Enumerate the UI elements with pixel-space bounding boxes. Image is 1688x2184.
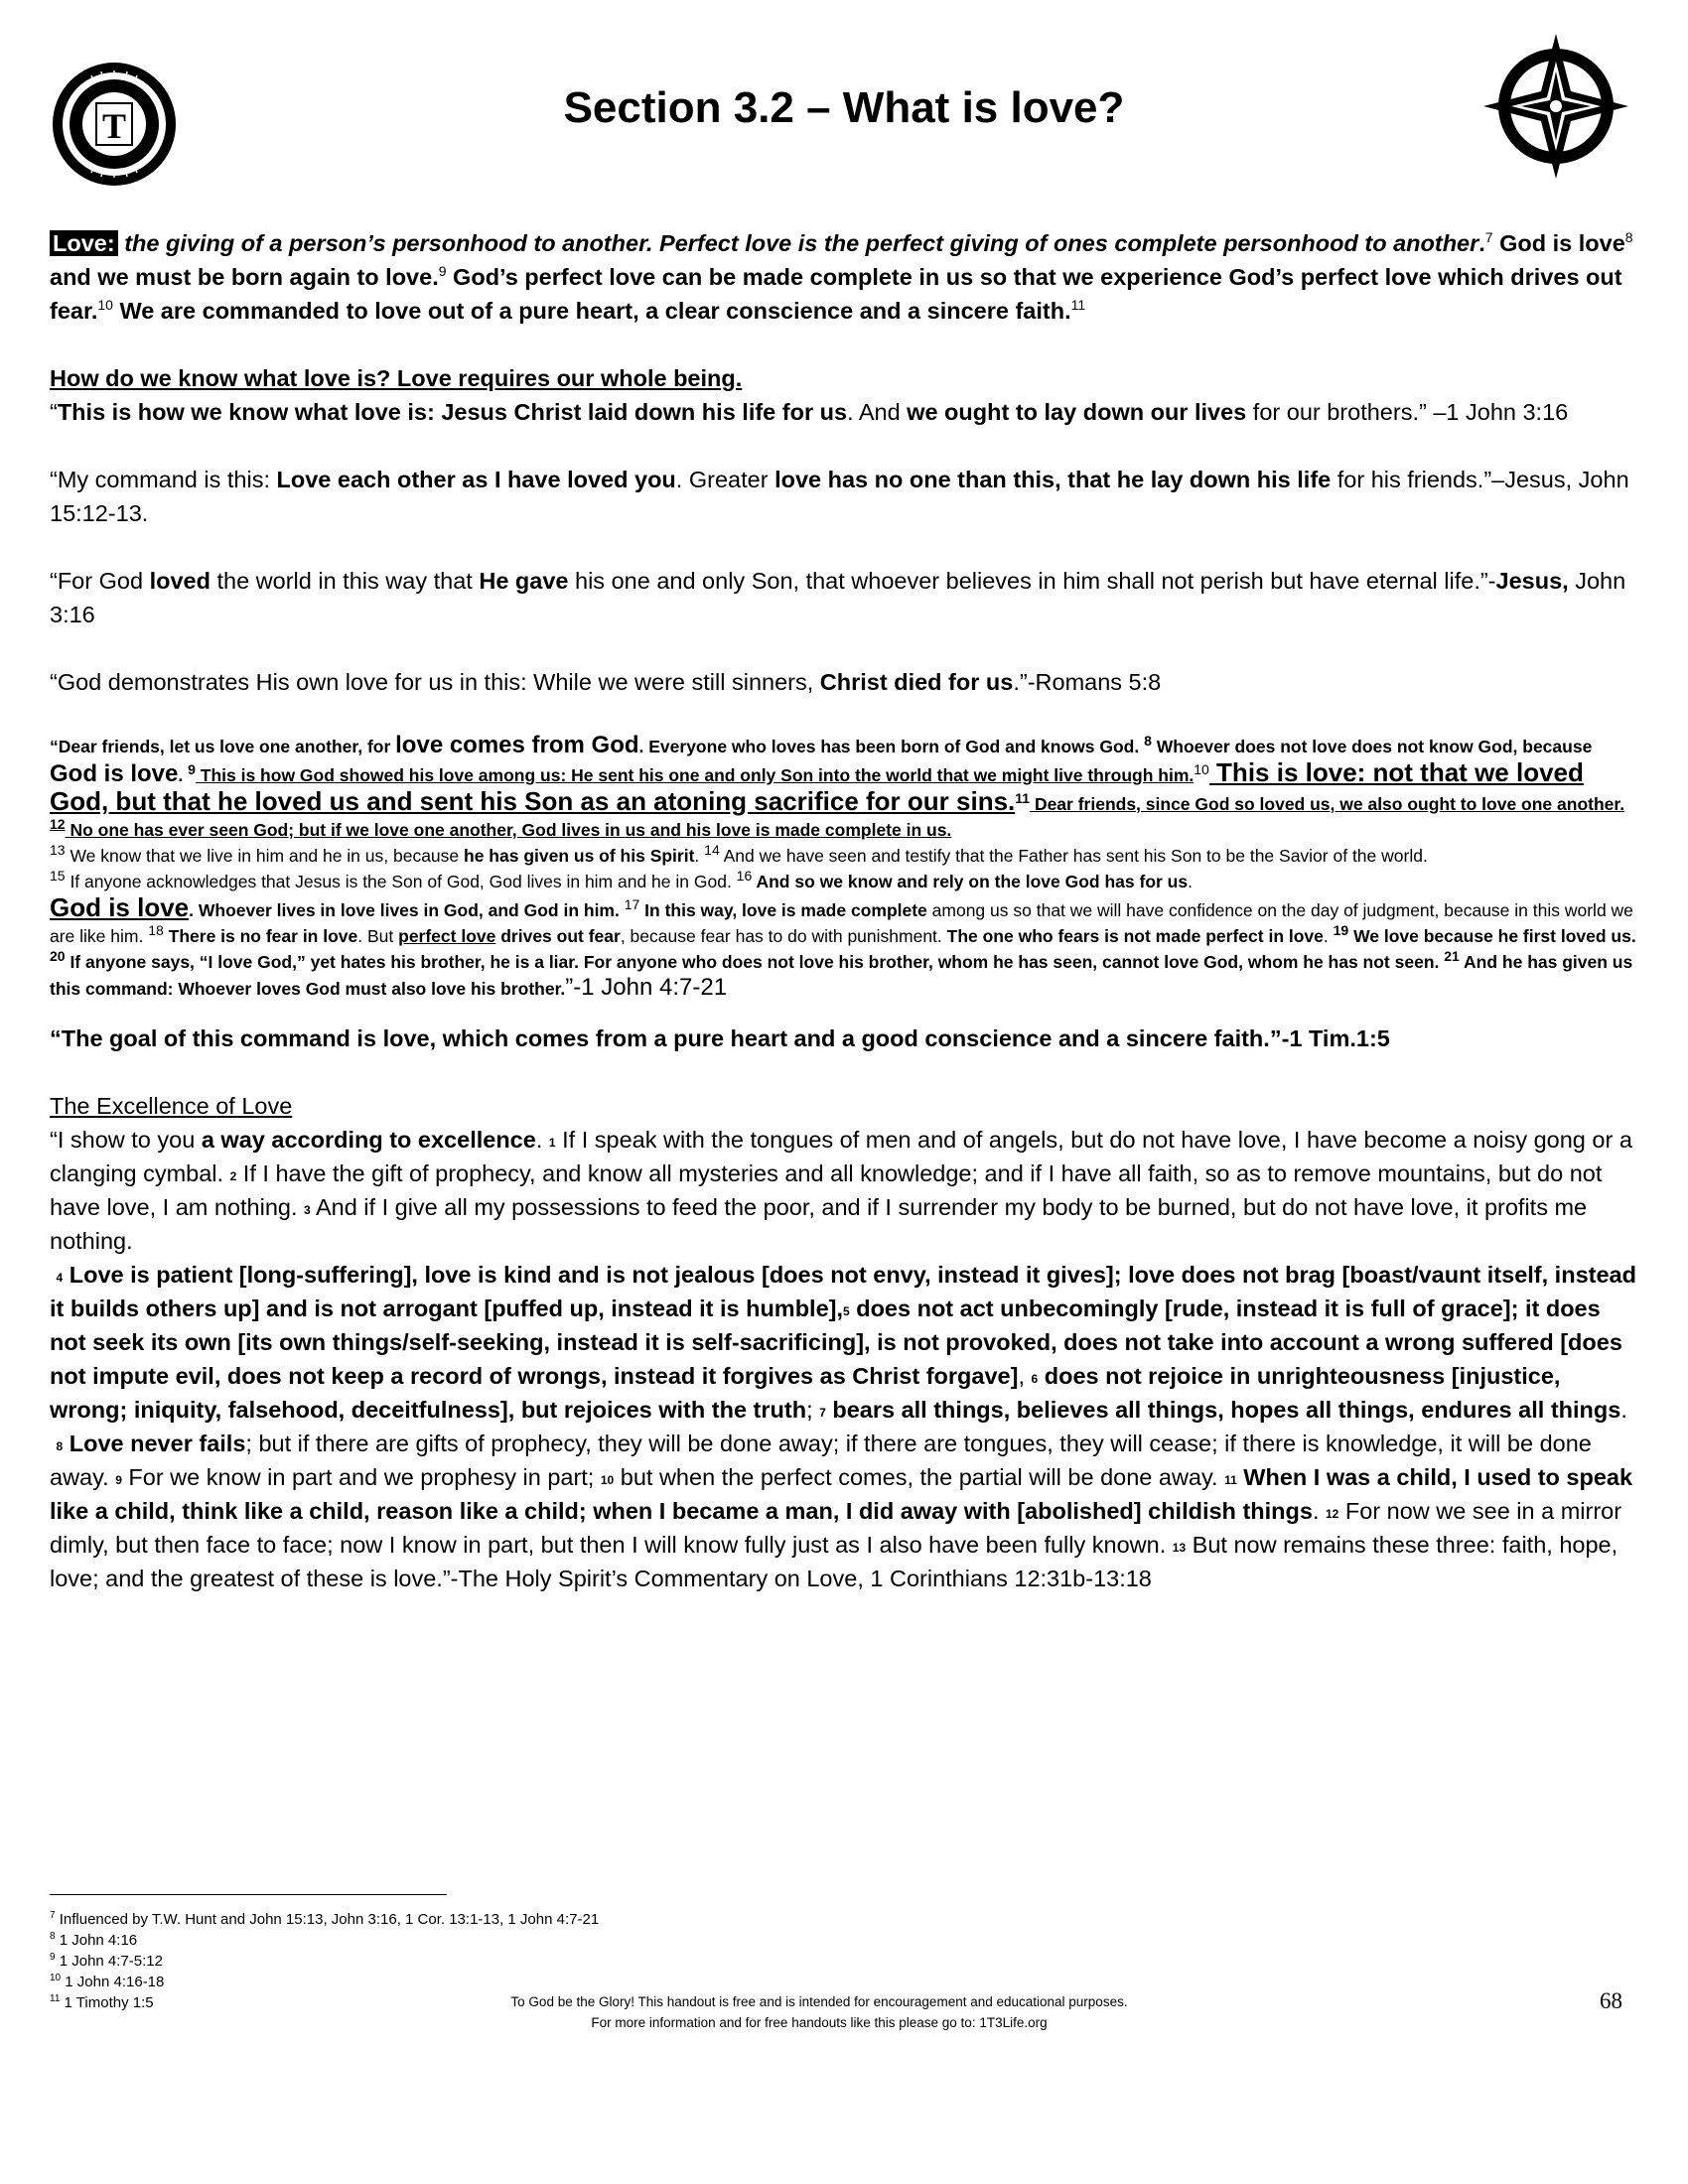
quote-1-john-3-16: “This is how we know what love is: Jesus Christ laid down his life for us. And we ought to lay down our lives for our brothers.” –1 John 3:16	[50, 399, 1569, 425]
excellence-paragraph-1: “I show to you a way according to excellence. $^1$ If I speak with the tongues of men and of angels, but do not have love, I have become a noisy gong or a clanging cymbal. $^2$ If I have the gift of prophecy, and know all mysteries and all knowledge; and if I have all faith, so as to remove mountains, but do not have love, I am nothing. $^3$ And if I give all my possessions to feed the poor, and if I surrender my body to be burned, but do not have love, it profits me nothing.	[50, 1127, 1632, 1254]
footnote-divider	[50, 1894, 447, 1895]
quote-john-15: “My command is this: Love each other as I have loved you. Greater love has no one than this, that he lay down his life for his friends.”–Jesus, John 15:12-13.	[50, 467, 1629, 526]
love-definition: Love: the giving of a person’s personhood to another. Perfect love is the perfect giving of ones complete personhood to another.$^7$ God is love$^8$ and we must be born again to love.$^9$ God’s perfect love can be made complete in us so that we experience God’s perfect love which drives out fear.$^{10}$ We are commanded to love out of a pure heart, a clear conscience and a sincere faith.$^{11}$	[50, 229, 1633, 324]
footnote: $^{11}$ 1 Timothy 1:5	[50, 1993, 154, 2011]
page-header	[0, 0, 1688, 199]
page-footer	[0, 1991, 1638, 2033]
logo-letter: T	[101, 106, 127, 146]
quote-1-tim-1-5: “The goal of this command is love, which comes from a pure heart and a good conscience and a sincere faith.”-1 Tim.1:5	[50, 1025, 1390, 1051]
footer-line-1: To God be the Glory! This handout is free and is intended for encouragement and educational purposes.	[510, 1994, 1128, 2009]
footer-line-2: For more information and for free handouts like this please go to: 1T3Life.org	[591, 2015, 1048, 2030]
excellence-paragraph-3: $^8$ Love never fails; but if there are gifts of prophecy, they will be done away; if there are tongues, they will cease; if there is knowledge, it will be done away. $^9$ For we know in part and we prophesy in part; $^{10}$ but when the perfect comes, the partial will be done away. $^{11}$ When I was a child, I used to speak like a child, think like a child, reason like a child; when I became a man, I did away with [abolished] childish things. $^{12}$ For now we see in a mirror dimly, but then face to face; now I know in part, but then I will know fully just as I also have been fully known. $^{13}$ But now remains these three: faith, hope, love; and the greatest of these is love.”-The Holy Spirit’s Commentary on Love, 1 Corinthians 12:31b-13:18	[50, 1431, 1633, 1591]
excellence-paragraph-2: $^4$ Love is patient [long-suffering], love is kind and is not jealous [does not envy, instead it gives]; love does not brag [boast/vaunt itself, instead it builds others up] and is not arrogant [puffed up, instead it is humble],$^5$ does not act unbecomingly [rude, instead it is full of grace]; it does not seek its own [its own things/self-seeking, instead it is self-sacrificing], is not provoked, does not take into account a wrong suffered [does not impute evil, does not keep a record of wrongs, instead it forgives as Christ forgave], $^6$ does not rejoice in unrighteousness [injustice, wrong; iniquity, falsehood, deceitfulness], but rejoices with the truth; $^7$ bears all things, believes all things, hopes all things, endures all things.	[50, 1262, 1636, 1423]
quote-romans-5-8: “God demonstrates His own love for us in this: While we were still sinners, Christ died for us.”-Romans 5:8	[50, 669, 1162, 695]
section-heading-know-love: How do we know what love is? Love requires our whole being.	[50, 365, 743, 391]
section-heading-excellence: The Excellence of Love	[50, 1093, 293, 1119]
love-term: Love:	[50, 230, 118, 256]
main-content	[50, 226, 1640, 1595]
footnote: $^7$ Influenced by T.W. Hunt and John 15:13, John 3:16, 1 Cor. 13:1-13, 1 John 4:7-21	[50, 1910, 600, 1928]
quote-john-3-16: “For God loved the world in this way that He gave his one and only Son, that whoever believes in him shall not perish but have eternal life.”-Jesus, John 3:16	[50, 568, 1626, 627]
page-number: 68	[1600, 1988, 1622, 2013]
footnote: $^{10}$ 1 John 4:16-18	[50, 1973, 165, 1990]
passage-1-john-4: “Dear friends, let us love one another, for love comes from God. Everyone who loves has been born of God and knows God. $^8$ Whoever does not love does not know God, because God is love. $^9$ This is how God showed his love among us: He sent his one and only Son into the world that we might live through him.$^{10}$ This is love: not that we loved God, but that he loved us and sent his Son as an atoning sacrifice for our sins.$^{11}$ Dear friends, since God so loved us, we also ought to love one another. $^{12}$ No one has ever seen God; but if we love one another, God lives in us and his love is made complete in us. $^{13}$ We know that we live in him and he in us, because he has given us of his Spirit. $^{14}$ And we have seen and testify that the Father has sent his Son to be the Savior of the world. $^{15}$ If anyone acknowledges that Jesus is the Son of God, God lives in him and he in God. $^{16}$ And so we know and rely on the love God has for us. God is love. Whoever lives in love lives in God, and God in him. $^{17}$ In this way, love is made complete among us so that we will have confidence on the day of judgment, because in this world we are like him. $^{18}$ There is no fear in love. But perfect love drives out fear, because fear has to do with punishment. The one who fears is not made perfect in love. $^{19}$ We love because he first loved us. $^{20}$ If anyone says, “I love God,” yet hates his brother, he is a liar. For anyone who does not love his brother, whom he has seen, cannot love God, whom he has not seen. $^{21}$ And he has given us this command: Whoever loves God must also love his brother.”-1 John 4:7-21	[50, 732, 1636, 1001]
footnote: $^9$ 1 John 4:7-5:12	[50, 1952, 163, 1970]
compass-star-icon	[1481, 32, 1630, 181]
footnote: $^8$ 1 John 4:16	[50, 1931, 138, 1949]
page-title: Section 3.2 – What is love?	[563, 83, 1125, 132]
